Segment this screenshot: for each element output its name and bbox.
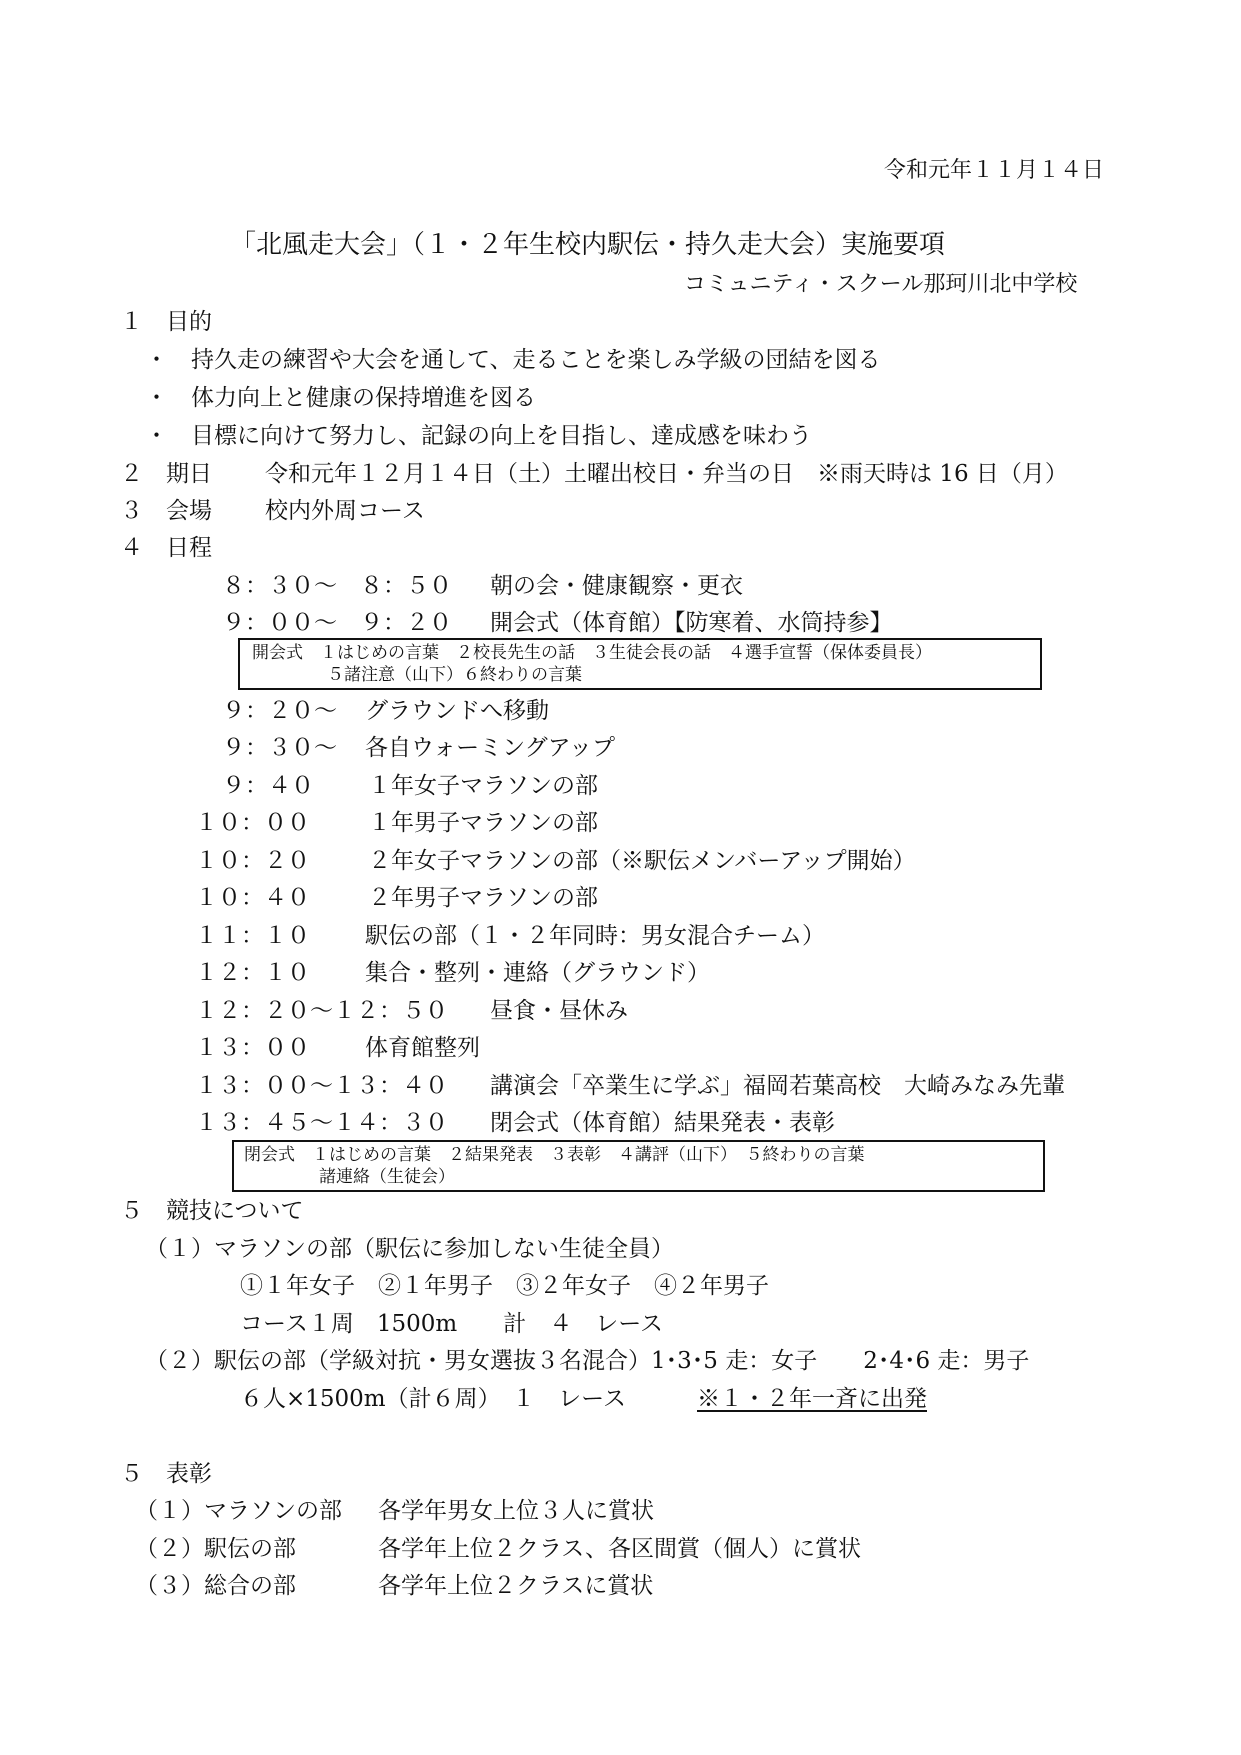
- closing-ceremony-box: [232, 1140, 1045, 1192]
- closing-ceremony-line: 閉会式 １はじめの言葉 ２結果発表 ３表彰 ４講評（山下） ５終わりの言葉: [244, 1145, 865, 1165]
- organization-name: コミュニティ・スクール那珂川北中学校: [684, 272, 1078, 297]
- purpose-bullet: ・ 体力向上と健康の保持増進を図る: [145, 385, 536, 411]
- schedule-time: ９：２０〜: [222, 698, 337, 724]
- schedule-event: １年女子マラソンの部: [368, 773, 598, 799]
- competition-heading: ５ 競技について: [120, 1198, 304, 1224]
- schedule-event: 駅伝の部（１・２年同時：男女混合チーム）: [365, 923, 825, 949]
- award-detail: 各学年上位２クラス、各区間賞（個人）に賞状: [378, 1536, 861, 1562]
- schedule-time: １２：２０〜１２：５０: [195, 998, 448, 1024]
- purpose-heading: １ 目的: [120, 309, 212, 335]
- schedule-event: １年男子マラソンの部: [368, 810, 598, 836]
- ekiden-start-note: ※１・２年一斉に出発: [697, 1386, 927, 1412]
- ekiden-title: （２）駅伝の部（学級対抗・男女選抜３名混合）1･3･5 走：女子 2･4･6 走：男子: [145, 1348, 1030, 1374]
- schedule-time: １３：００〜１３：４０: [195, 1073, 448, 1099]
- schedule-time: １１：１０: [195, 923, 310, 949]
- marathon-races: ①１年女子 ②１年男子 ③２年女子 ④２年男子: [240, 1273, 769, 1299]
- schedule-time: ９：００〜 ９：２０: [222, 610, 452, 636]
- purpose-bullet: ・ 目標に向けて努力し、記録の向上を目指し、達成感を味わう: [145, 423, 812, 449]
- schedule-heading: ４ 日程: [120, 535, 212, 561]
- schedule-time: ９：４０: [222, 773, 314, 799]
- marathon-title: （１）マラソンの部（駅伝に参加しない生徒全員）: [145, 1236, 674, 1262]
- schedule-event: 朝の会・健康観察・更衣: [490, 573, 743, 599]
- venue-value: 校内外周コース: [265, 498, 425, 524]
- schedule-event: 昼食・昼休み: [490, 998, 628, 1024]
- schedule-event: ２年男子マラソンの部: [368, 885, 598, 911]
- schedule-event: 体育館整列: [365, 1035, 480, 1061]
- schedule-event: 講演会「卒業生に学ぶ」福岡若葉高校 大崎みなみ先輩: [490, 1073, 1065, 1099]
- schedule-time: １３：００: [195, 1035, 310, 1061]
- schedule-time: １３：４５〜１４：３０: [195, 1110, 448, 1136]
- schedule-event: グラウンドへ移動: [365, 698, 549, 724]
- schedule-time: １２：１０: [195, 960, 310, 986]
- venue-label: ３ 会場: [120, 498, 212, 524]
- schedule-time: ８：３０〜 ８：５０: [222, 573, 452, 599]
- schedule-event: 各自ウォーミングアップ: [365, 735, 616, 761]
- award-detail: 各学年男女上位３人に賞状: [378, 1498, 654, 1524]
- date-label: ２ 期日: [120, 461, 212, 487]
- award-detail: 各学年上位２クラスに賞状: [378, 1573, 654, 1599]
- opening-ceremony-box: [238, 638, 1042, 690]
- opening-ceremony-line: 開会式 １はじめの言葉 ２校長先生の話 ３生徒会長の話 ４選手宣誓（保体委員長）: [252, 643, 932, 663]
- schedule-time: ９：３０〜: [222, 735, 337, 761]
- award-category: （３）総合の部: [135, 1573, 296, 1599]
- closing-ceremony-line: 諸連絡（生徒会）: [319, 1167, 455, 1187]
- marathon-course: コース１周 1500m 計 ４ レース: [240, 1311, 664, 1337]
- award-category: （１）マラソンの部: [135, 1498, 342, 1524]
- document-date: 令和元年１１月１４日: [884, 158, 1105, 183]
- schedule-event: ２年女子マラソンの部（※駅伝メンバーアップ開始）: [368, 848, 916, 874]
- ekiden-detail: ６人×1500m（計６周） １ レース: [240, 1386, 626, 1412]
- schedule-time: １０：００: [195, 810, 310, 836]
- opening-ceremony-line: ５諸注意（山下）６終わりの言葉: [327, 665, 582, 685]
- schedule-time: １０：４０: [195, 885, 310, 911]
- schedule-event: 閉会式（体育館）結果発表・表彰: [490, 1110, 835, 1136]
- event-date: 令和元年１２月１４日（土）土曜出校日・弁当の日 ※雨天時は 16 日（月）: [265, 461, 1068, 487]
- schedule-event: 集合・整列・連絡（グラウンド）: [365, 960, 710, 986]
- schedule-event: 開会式（体育館）【防寒着、水筒持参】: [490, 610, 893, 636]
- document-title: 「北風走大会」（１・２年生校内駅伝・持久走大会）実施要項: [230, 230, 946, 260]
- awards-heading: ５ 表彰: [120, 1461, 212, 1487]
- award-category: （２）駅伝の部: [135, 1536, 296, 1562]
- purpose-bullet: ・ 持久走の練習や大会を通して、走ることを楽しみ学級の団結を図る: [145, 347, 881, 373]
- schedule-time: １０：２０: [195, 848, 310, 874]
